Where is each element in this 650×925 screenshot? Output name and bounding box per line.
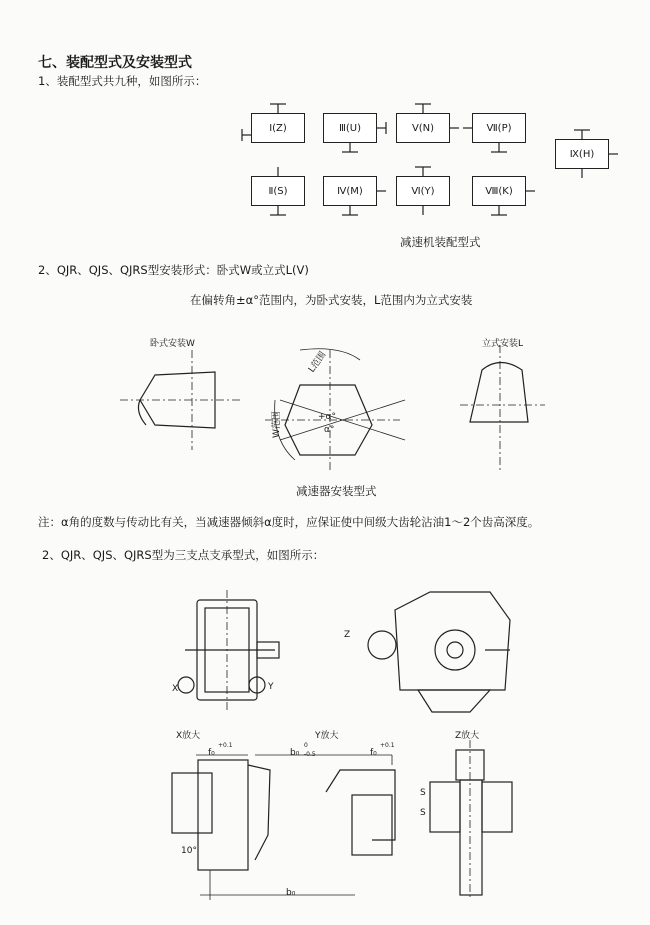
horizontal-mount-drawing (120, 350, 240, 450)
z-zoom-label: Z放大 (455, 731, 480, 741)
assembly-shafts (242, 104, 618, 215)
dim-f0-tol-right: +0.1 (380, 742, 395, 749)
mount-caption: 减速器安装型式 (296, 484, 377, 498)
dim-s-2: S (420, 808, 426, 818)
x-zoom-label: X放大 (176, 731, 201, 741)
form-box-4: Ⅳ(M) (323, 176, 377, 206)
mounting-range-drawing (265, 349, 405, 470)
label-y: Y (268, 682, 274, 692)
assembly-caption: 减速机装配型式 (400, 235, 481, 249)
l-range-label: L范围 (307, 350, 329, 375)
vertical-label: 立式安装L (482, 339, 524, 349)
rule-text: 在偏转角±α°范围内，为卧式安装，L范围内为立式安装 (190, 293, 473, 307)
dim-b0-top: b₀ (290, 748, 300, 758)
support-side-view (368, 592, 510, 712)
label-x: X (172, 684, 179, 694)
vertical-mount-drawing (460, 345, 545, 470)
form-box-8: Ⅷ(K) (472, 176, 526, 206)
w-range-label: W范围 (271, 411, 282, 438)
minus-alpha-label: α° (324, 425, 335, 435)
form-box-3: Ⅲ(U) (323, 113, 377, 143)
form-box-5: Ⅴ(N) (396, 113, 450, 143)
form-box-6: Ⅵ(Y) (396, 176, 450, 206)
detail-y-drawing (255, 755, 395, 855)
detail-x-drawing (172, 755, 355, 900)
item-2-text: 2、QJR、QJS、QJRS型安装形式：卧式W或立式L(Ⅴ) (38, 263, 309, 277)
y-zoom-label: Y放大 (315, 731, 339, 741)
dim-angle: 10° (181, 846, 197, 856)
dim-b0-bottom: b₀ (286, 888, 296, 898)
detail-z-drawing (430, 740, 512, 900)
dim-f0-left: f₀ (208, 748, 215, 758)
dim-f0-tol-left: +0.1 (218, 742, 233, 749)
horizontal-label: 卧式安装W (150, 339, 195, 349)
form-box-9: Ⅸ(H) (555, 139, 609, 169)
note-text: 注：α角的度数与传动比有关，当减速器倾斜α度时，应保证使中间级大齿轮沾油1～2个齿高深度。 (38, 515, 540, 529)
dim-b0-sup: 0 (304, 742, 308, 749)
form-box-1: Ⅰ(Z) (251, 113, 305, 143)
dim-f0-right: f₀ (370, 748, 377, 758)
label-z: Z (344, 630, 351, 640)
form-box-2: Ⅱ(S) (251, 176, 305, 206)
item-1-text: 1、装配型式共九种，如图所示： (38, 74, 207, 88)
item-3-text: 2、QJR、QJS、QJRS型为三支点支承型式，如图所示： (42, 548, 325, 562)
section-title: 七、装配型式及安装型式 (38, 55, 192, 71)
plus-alpha-label: +α° (318, 412, 336, 422)
form-box-7: Ⅶ(P) (472, 113, 526, 143)
dim-b0-tol: -0.5 (304, 751, 316, 758)
support-front-view (178, 590, 279, 712)
dim-s-1: S (420, 788, 426, 798)
